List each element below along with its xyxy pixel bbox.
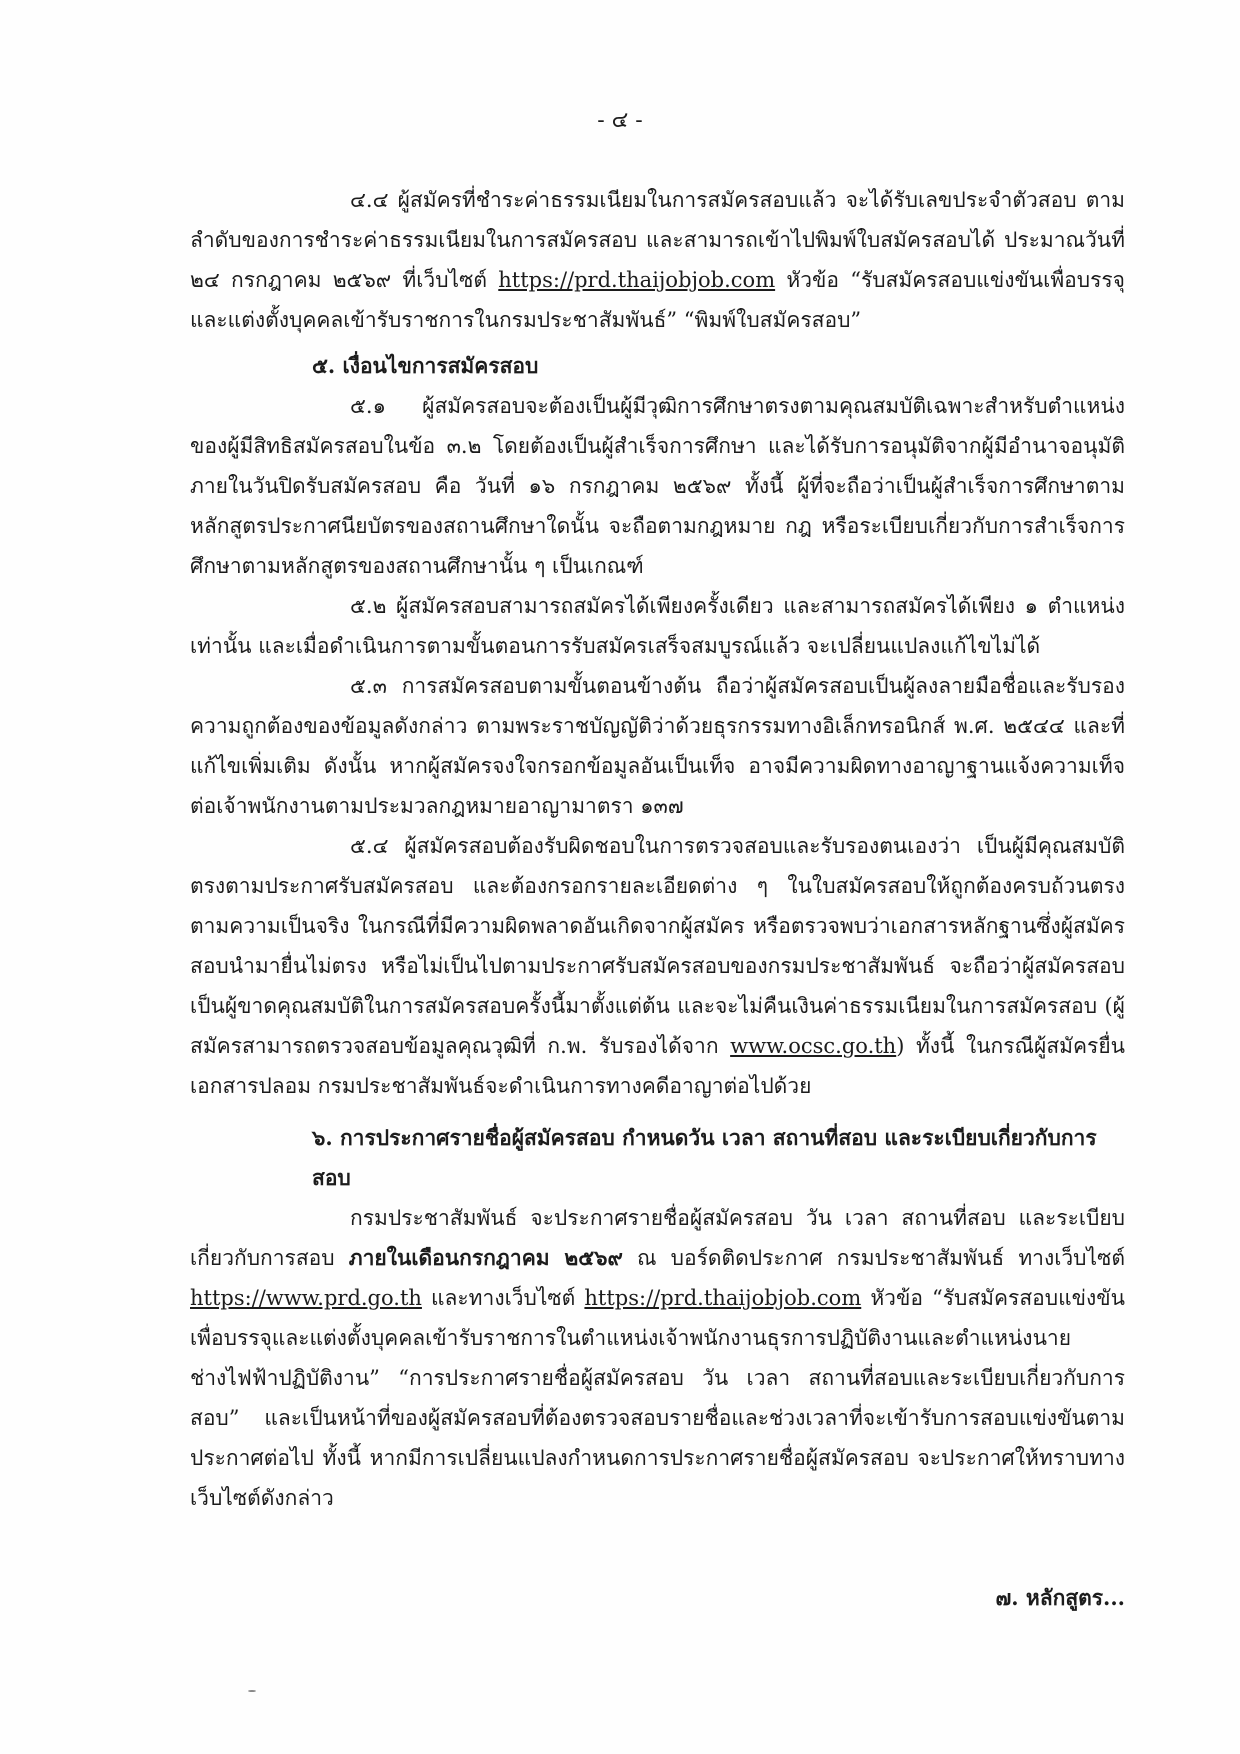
paragraph-6-text-4: หัวข้อ “รับสมัครสอบแข่งขันเพื่อบรรจุและแต่งตั้งบุคคลเข้ารับราชการในตำแหน่งเจ้าพนักงานธุรการปฏิบัติงานและตำแหน่งนายช่างไฟฟ้าปฏิบัติงาน” “การประกาศรายชื่อผู้สมัครสอบ วัน เวลา สถานที่สอบและระเบียบเกี่ยวกับการสอบ” และเป็นหน้าที่ของผู้สมัครสอบที่ต้องตรวจสอบรายชื่อและช่วงเวลาที่จะเข้ารับการสอบแข่งขันตามประกาศต่อไป ทั้งนี้ หากมีการเปลี่ยนแปลงกำหนดการประกาศรายชื่อผู้สมัครสอบ จะประกาศให้ทราบทางเว็บไซต์ดังกล่าว: [190, 1286, 1125, 1510]
section-6-heading: ๖. การประกาศรายชื่อผู้สมัครสอบ กำหนดวัน เวลา สถานที่สอบ และระเบียบเกี่ยวกับการสอบ: [312, 1125, 1097, 1190]
thaijobjob-link[interactable]: https://prd.thaijobjob.com: [584, 1286, 862, 1310]
paragraph-6-text: กรมประชาสัมพันธ์ จะประกาศรายชื่อผู้สมัครสอบ วัน เวลา สถานที่สอบ และระเบียบเกี่ยวกับการสอบ: [190, 1206, 1125, 1270]
paragraph-5-2: ๕.๒ ผู้สมัครสอบสามารถสมัครได้เพียงครั้งเดียว และสามารถสมัครได้เพียง ๑ ตำแหน่งเท่านั้น และเมื่อดำเนินการตามขั้นตอนการรับสมัครเสร็จสมบูรณ์แล้ว จะเปลี่ยนแปลงแก้ไขไม่ได้: [190, 594, 1125, 658]
scan-speck: [248, 1690, 256, 1692]
paragraph-6-text-3: และทางเว็บไซต์: [431, 1286, 576, 1310]
next-page-continuation: ๗. หลักสูตร...: [995, 1585, 1125, 1610]
paragraph-4-4: [190, 180, 1125, 340]
ocsc-link[interactable]: www.ocsc.go.th: [730, 1034, 897, 1058]
paragraph-4-4-text-end: หัวข้อ “รับสมัครสอบแข่งขันเพื่อบรรจุและแต่งตั้งบุคคลเข้ารับราชการในกรมประชาสัมพันธ์” “พิมพ์ใบสมัครสอบ”: [190, 268, 1125, 332]
paragraph-5-4-text: ๕.๔ ผู้สมัครสอบต้องรับผิดชอบในการตรวจสอบและรับรองตนเองว่า เป็นผู้มีคุณสมบัติตรงตามประกาศรับสมัครสอบ และต้องกรอกรายละเอียดต่าง ๆ ในใบสมัครสอบให้ถูกต้องครบถ้วนตรงตามความเป็นจริง ในกรณีที่มีความผิดพลาดอันเกิดจากผู้สมัคร หรือตรวจพบว่าเอกสารหลักฐานซึ่งผู้สมัครสอบนำมายื่นไม่ตรง หรือไม่เป็นไปตามประกาศรับสมัครสอบของกรมประชาสัมพันธ์ จะถือว่าผู้สมัครสอบเป็นผู้ขาดคุณสมบัติในการสมัครสอบครั้งนี้มาตั้งแต่ต้น และจะไม่คืนเงินค่าธรรมเนียมในการสมัครสอบ (ผู้สมัครสามารถตรวจสอบข้อมูลคุณวุฒิที่ ก.พ. รับรองได้จาก: [190, 834, 1125, 1058]
section-5-heading: ๕. เงื่อนไขการสมัครสอบ: [312, 353, 539, 378]
paragraph-5-4: [190, 826, 1125, 1106]
paragraph-6: [190, 1198, 1125, 1518]
announcement-period: ภายในเดือนกรกฎาคม ๒๕๖๙: [348, 1245, 623, 1270]
paragraph-5-1: ๕.๑ ผู้สมัครสอบจะต้องเป็นผู้มีวุฒิการศึกษาตรงตามคุณสมบัติเฉพาะสำหรับตำแหน่งของผู้มีสิทธิสมัครสอบในข้อ ๓.๒ โดยต้องเป็นผู้สำเร็จการศึกษา และได้รับการอนุมัติจากผู้มีอำนาจอนุมัติภายในวันปิดรับสมัครสอบ คือ วันที่ ๑๖ กรกฎาคม ๒๕๖๙ ทั้งนี้ ผู้ที่จะถือว่าเป็นผู้สำเร็จการศึกษาตามหลักสูตรประกาศนียบัตรของสถานศึกษาใดนั้น จะถือตามกฎหมาย กฎ หรือระเบียบเกี่ยวกับการสำเร็จการศึกษาตามหลักสูตรของสถานศึกษานั้น ๆ เป็นเกณฑ์: [190, 394, 1125, 578]
website-link[interactable]: https://prd.thaijobjob.com: [498, 268, 776, 292]
document-body: [190, 180, 1125, 1518]
paragraph-5-3: ๕.๓ การสมัครสอบตามขั้นตอนข้างต้น ถือว่าผู้สมัครสอบเป็นผู้ลงลายมือชื่อและรับรองความถูกต้องของข้อมูลดังกล่าว ตามพระราชบัญญัติว่าด้วยธุรกรรมทางอิเล็กทรอนิกส์ พ.ศ. ๒๕๔๔ และที่แก้ไขเพิ่มเติม ดังนั้น หากผู้สมัครจงใจกรอกข้อมูลอันเป็นเท็จ อาจมีความผิดทางอาญาฐานแจ้งความเท็จต่อเจ้าพนักงานตามประมวลกฎหมายอาญามาตรา ๑๓๗: [190, 674, 1125, 818]
prd-website-link[interactable]: https://www.prd.go.th: [190, 1286, 422, 1310]
page-number: - ๔ -: [597, 108, 643, 133]
paragraph-5-4-text-end: ) ทั้งนี้ ในกรณีผู้สมัครยื่นเอกสารปลอม กรมประชาสัมพันธ์จะดำเนินการทางคดีอาญาต่อไปด้วย: [190, 1034, 1125, 1098]
paragraph-6-text-2: ณ บอร์ดติดประกาศ กรมประชาสัมพันธ์ ทางเว็บไซต์: [637, 1246, 1125, 1270]
paragraph-4-4-text: ๔.๔ ผู้สมัครที่ชำระค่าธรรมเนียมในการสมัครสอบแล้ว จะได้รับเลขประจำตัวสอบ ตามลำดับของการชำระค่าธรรมเนียมในการสมัครสอบ และสามารถเข้าไปพิมพ์ใบสมัครสอบได้ ประมาณวันที่ ๒๔ กรกฎาคม ๒๕๖๙ ที่เว็บไซต์: [190, 188, 1125, 292]
